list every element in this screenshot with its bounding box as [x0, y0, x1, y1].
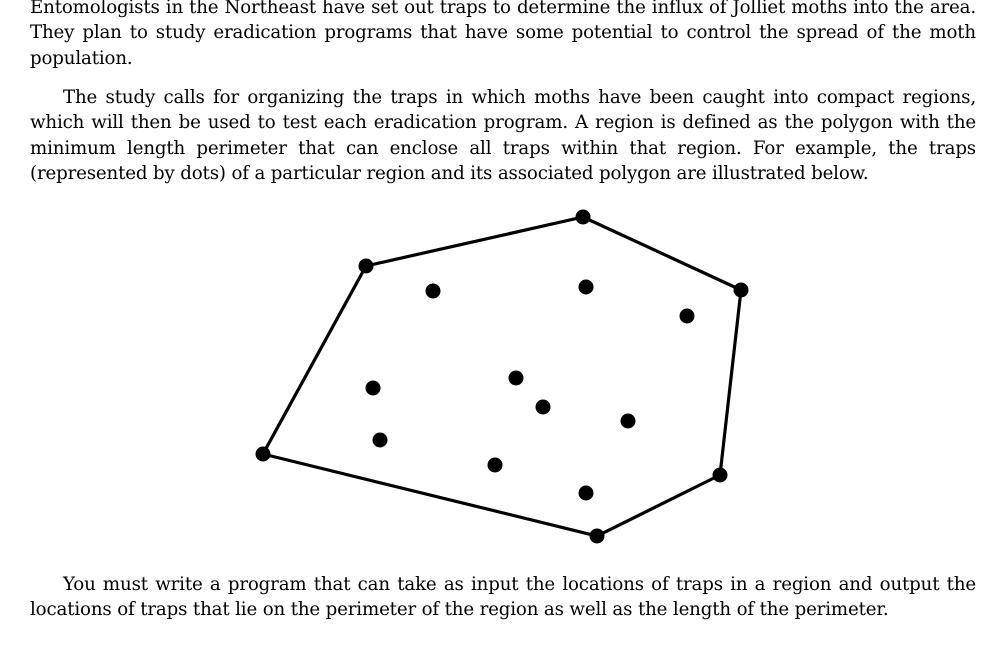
- trap-dot-hull: [576, 210, 591, 225]
- trap-dot-interior: [579, 280, 594, 295]
- trap-dot-interior: [579, 486, 594, 501]
- trap-dot-interior: [426, 284, 441, 299]
- trap-dot-interior: [488, 458, 503, 473]
- trap-dot-hull: [590, 529, 605, 544]
- paragraph-region-definition: The study calls for organizing the traps in which moths have been caught into compact regions, which will then be used to test each eradication program. A region is defined as the polygon with the minimum length perimeter that can enclose all traps within that region. For example, the traps (represented by dots) of a particular region and its associated polygon are illustrated below.: [30, 87, 976, 184]
- trap-dot-hull: [359, 259, 374, 274]
- trap-dot-hull: [256, 447, 271, 462]
- trap-dot-interior: [366, 381, 381, 396]
- paragraph-intro: Entomologists in the Northeast have set out traps to determine the influx of Jolliet moths into the area. They plan to study eradication programs that have some potential to control the spread of the moth population.: [30, 0, 976, 69]
- trap-dot-interior: [680, 309, 695, 324]
- trap-dot-hull: [734, 283, 749, 298]
- trap-dot-interior: [621, 414, 636, 429]
- trap-dot-interior: [536, 400, 551, 415]
- trap-dot-interior: [509, 371, 524, 386]
- perimeter-polygon: [263, 217, 741, 536]
- paragraph-task: You must write a program that can take as input the locations of traps in a region and output the locations of traps that lie on the perimeter of the region as well as the length of the perimeter.: [30, 574, 976, 621]
- trap-dot-interior: [373, 433, 388, 448]
- trap-dot-hull: [713, 468, 728, 483]
